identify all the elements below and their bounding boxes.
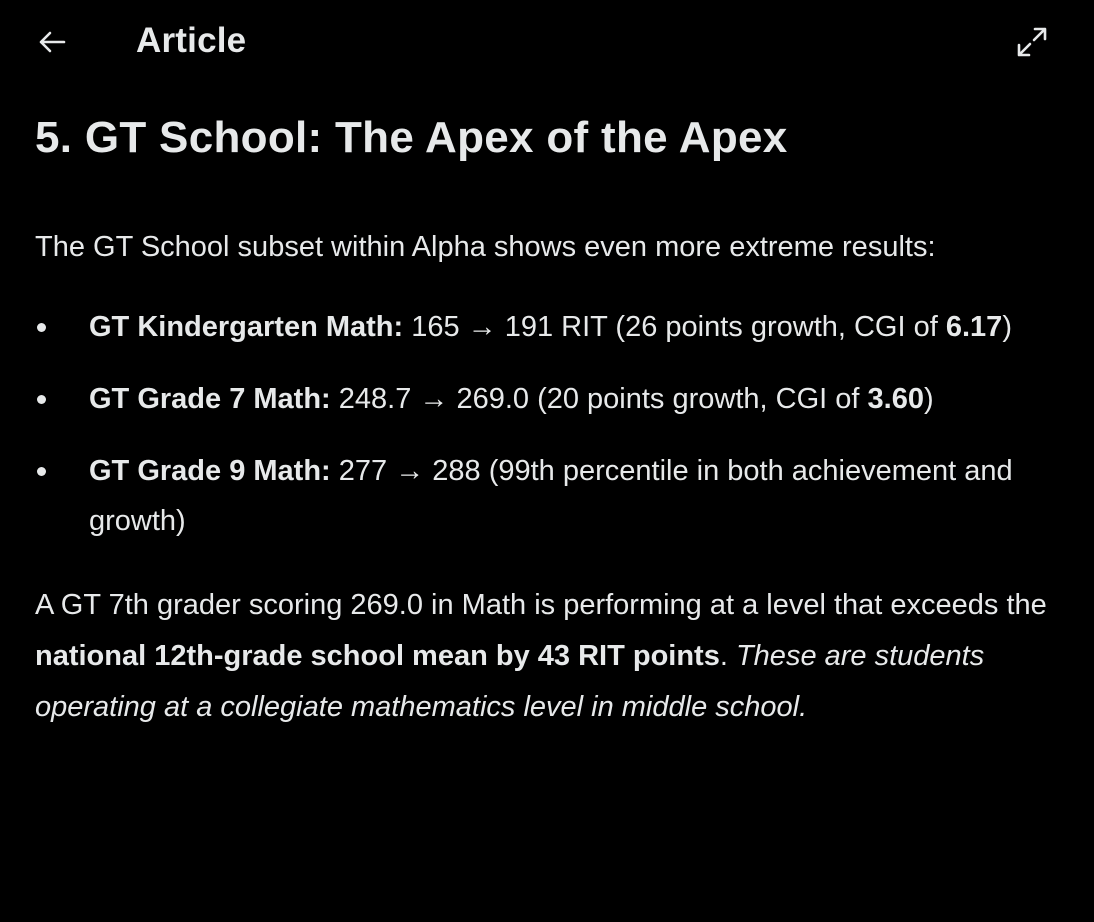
bullet-label: GT Kindergarten Math: (89, 311, 404, 343)
bullet-label: GT Grade 9 Math: (89, 455, 331, 487)
closing-separator: . (719, 640, 736, 672)
bullet-label: GT Grade 7 Math: (89, 383, 331, 415)
article-heading: 5. GT School: The Apex of the Apex (35, 113, 788, 162)
bullet-text: 248.7 → 269.0 (20 points growth, CGI of (330, 383, 868, 415)
closing-italic: These are students operating at a collegiate mathematics level in middle school. (35, 640, 985, 723)
expand-button[interactable] (1010, 22, 1054, 62)
intro-paragraph: The GT School subset within Alpha shows even more extreme results: (35, 231, 936, 263)
bullet-text: 165 → 191 RIT (26 points growth, CGI of (403, 311, 946, 343)
header-title: Article (136, 21, 247, 60)
article-body (35, 110, 1065, 733)
closing-text: A GT 7th grader scoring 269.0 in Math is performing at a level that exceeds the (35, 589, 1047, 621)
closing-paragraph (35, 580, 1060, 733)
bullet-text: 277 → 288 (99th percentile in both achievement and growth) (89, 455, 1013, 537)
bullet-highlight: 3.60 (867, 383, 924, 415)
arrow-left-icon (37, 30, 67, 54)
bullet-text-end: ) (923, 383, 934, 415)
bullet-dot (37, 395, 46, 404)
back-button[interactable] (30, 22, 74, 62)
bullet-highlight: 6.17 (945, 311, 1003, 343)
closing-bold: national 12th-grade school mean by 43 RIT points (35, 640, 720, 672)
list-item (35, 302, 1049, 352)
top-bar (0, 0, 1094, 84)
bullet-dot (37, 467, 46, 476)
bullet-text-end: ) (1002, 311, 1012, 343)
list-item (35, 374, 1049, 424)
expand-diagonal-icon (1015, 25, 1049, 59)
results-list (35, 302, 1065, 546)
list-item (35, 446, 1049, 546)
bullet-dot (37, 323, 46, 332)
